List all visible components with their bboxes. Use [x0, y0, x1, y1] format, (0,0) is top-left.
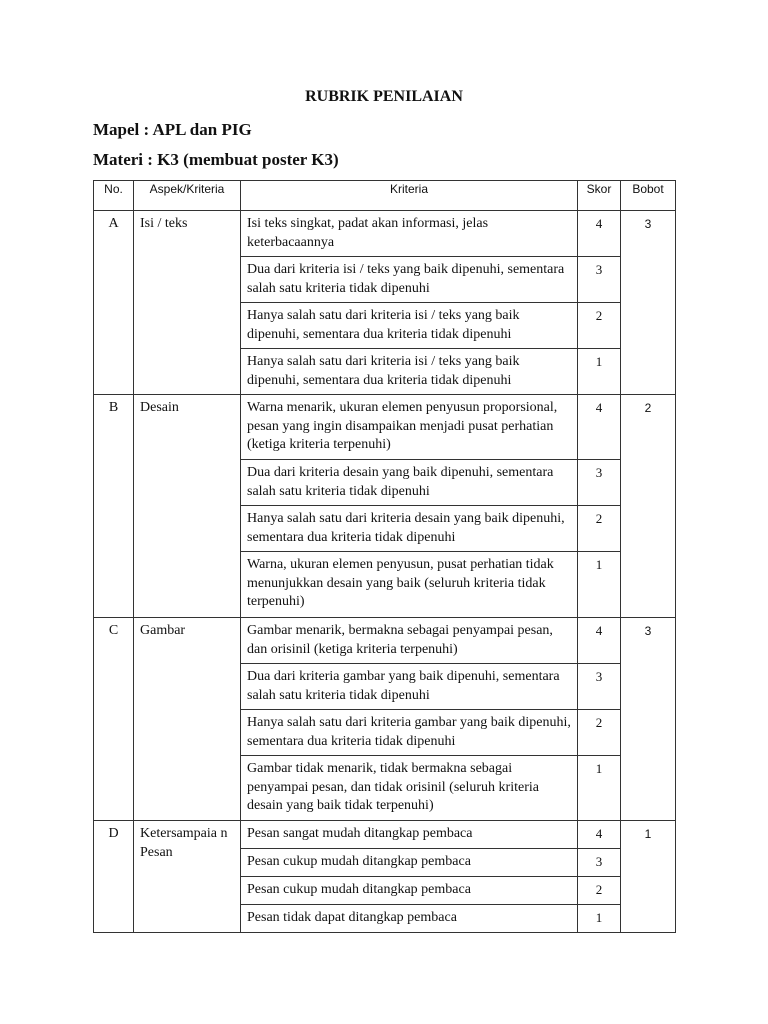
group-aspek: Ketersampaia n Pesan	[134, 821, 241, 933]
skor-cell: 2	[578, 710, 621, 756]
kriteria-cell: Hanya salah satu dari kriteria isi / teks yang baik dipenuhi, sementara dua kriteria tidak dipenuhi	[241, 303, 578, 349]
skor-cell: 3	[578, 849, 621, 877]
group-aspek: Gambar	[134, 618, 241, 821]
skor-cell: 3	[578, 460, 621, 506]
skor-cell: 2	[578, 877, 621, 905]
bobot-cell: 3	[621, 618, 676, 821]
table-row	[94, 618, 676, 664]
skor-cell: 4	[578, 618, 621, 664]
group-no: B	[94, 395, 134, 618]
table-row	[94, 211, 676, 257]
skor-cell: 1	[578, 349, 621, 395]
header-no: No.	[94, 181, 134, 211]
kriteria-cell: Pesan sangat mudah ditangkap pembaca	[241, 821, 578, 849]
group-no: C	[94, 618, 134, 821]
skor-cell: 4	[578, 211, 621, 257]
kriteria-cell: Gambar menarik, bermakna sebagai penyampai pesan, dan orisinil (ketiga kriteria terpenuhi)	[241, 618, 578, 664]
kriteria-cell: Gambar tidak menarik, tidak bermakna sebagai penyampai pesan, dan tidak orisinil (seluruh kriteria desain yang baik tidak terpenuhi)	[241, 756, 578, 821]
kriteria-cell: Dua dari kriteria isi / teks yang baik dipenuhi, sementara salah satu kriteria tidak dipenuhi	[241, 257, 578, 303]
bobot-cell: 1	[621, 821, 676, 933]
skor-cell: 2	[578, 506, 621, 552]
kriteria-cell: Pesan tidak dapat ditangkap pembaca	[241, 905, 578, 933]
skor-cell: 1	[578, 756, 621, 821]
skor-cell: 4	[578, 821, 621, 849]
kriteria-cell: Dua dari kriteria desain yang baik dipenuhi, sementara salah satu kriteria tidak dipenuhi	[241, 460, 578, 506]
bobot-cell: 3	[621, 211, 676, 395]
skor-cell: 3	[578, 257, 621, 303]
kriteria-cell: Warna menarik, ukuran elemen penyusun proporsional, pesan yang ingin disampaikan menjadi pusat perhatian (ketiga kriteria terpenuhi)	[241, 395, 578, 460]
group-aspek: Isi / teks	[134, 211, 241, 395]
rubric-table	[93, 180, 676, 933]
header-kriteria: Kriteria	[241, 181, 578, 211]
kriteria-cell: Isi teks singkat, padat akan informasi, jelas keterbacaannya	[241, 211, 578, 257]
header-skor: Skor	[578, 181, 621, 211]
header-aspek: Aspek/Kriteria	[134, 181, 241, 211]
document-title: RUBRIK PENILAIAN	[305, 88, 463, 105]
skor-cell: 1	[578, 552, 621, 618]
table-row	[94, 821, 676, 849]
kriteria-cell: Hanya salah satu dari kriteria isi / teks yang baik dipenuhi, sementara dua kriteria tidak dipenuhi	[241, 349, 578, 395]
kriteria-cell: Hanya salah satu dari kriteria desain yang baik dipenuhi, sementara dua kriteria tidak dipenuhi	[241, 506, 578, 552]
header-row	[94, 181, 676, 211]
group-aspek: Desain	[134, 395, 241, 618]
skor-cell: 1	[578, 905, 621, 933]
group-no: D	[94, 821, 134, 933]
kriteria-cell: Pesan cukup mudah ditangkap pembaca	[241, 877, 578, 905]
skor-cell: 3	[578, 664, 621, 710]
kriteria-cell: Dua dari kriteria gambar yang baik dipenuhi, sementara salah satu kriteria tidak dipenuhi	[241, 664, 578, 710]
table-row	[94, 395, 676, 460]
kriteria-cell: Hanya salah satu dari kriteria gambar yang baik dipenuhi, sementara dua kriteria tidak dipenuhi	[241, 710, 578, 756]
skor-cell: 2	[578, 303, 621, 349]
skor-cell: 4	[578, 395, 621, 460]
group-no: A	[94, 211, 134, 395]
header-bobot: Bobot	[621, 181, 676, 211]
kriteria-cell: Pesan cukup mudah ditangkap pembaca	[241, 849, 578, 877]
materi-line: Materi : K3 (membuat poster K3)	[93, 150, 339, 169]
mapel-line: Mapel : APL dan PIG	[93, 120, 252, 139]
bobot-cell: 2	[621, 395, 676, 618]
kriteria-cell: Warna, ukuran elemen penyusun, pusat perhatian tidak menunjukkan desain yang baik (seluruh kriteria tidak terpenuhi)	[241, 552, 578, 618]
